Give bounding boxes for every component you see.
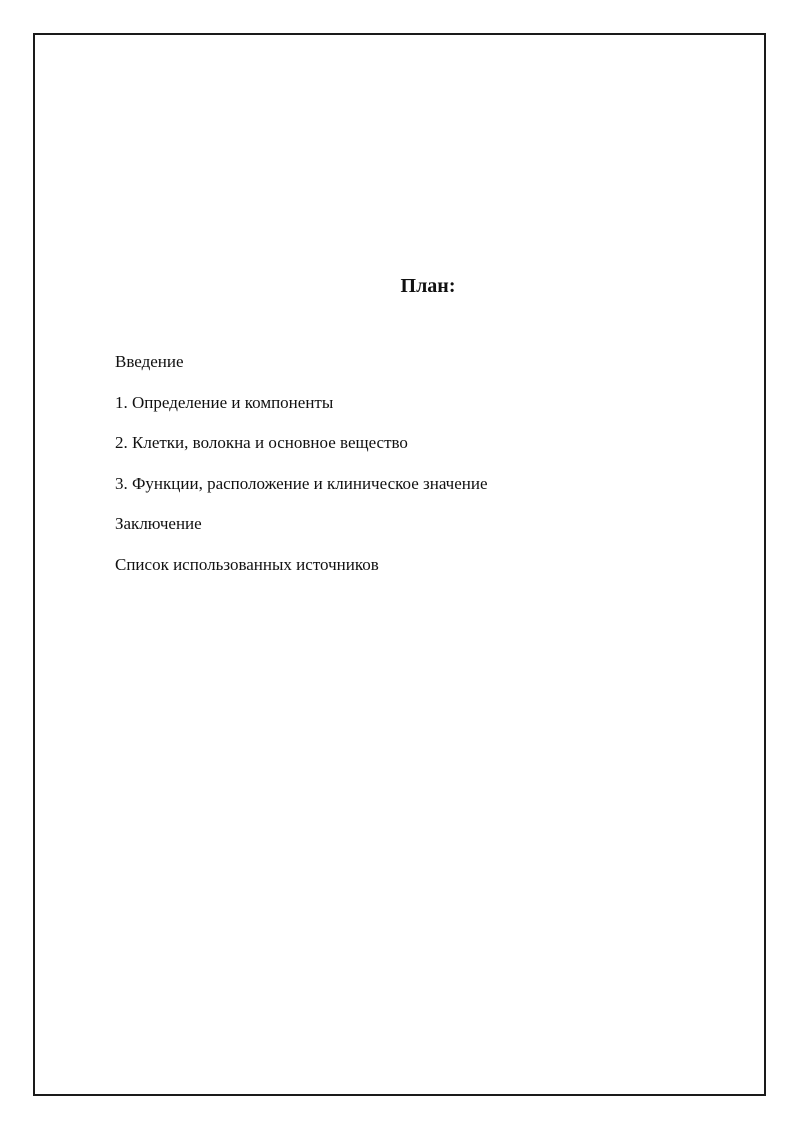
toc-item-introduction: Введение	[115, 352, 184, 371]
page-title: План:	[400, 275, 456, 297]
toc-item-conclusion: Заключение	[115, 514, 202, 533]
toc-item-definition: 1. Определение и компоненты	[115, 392, 334, 412]
toc-item-sources: Список использованных источников	[115, 554, 379, 574]
toc-item-functions: 3. Функции, расположение и клиническое значение	[115, 473, 488, 493]
table-of-contents	[115, 350, 488, 593]
toc-item-cells-fibers: 2. Клетки, волокна и основное вещество	[115, 433, 408, 452]
